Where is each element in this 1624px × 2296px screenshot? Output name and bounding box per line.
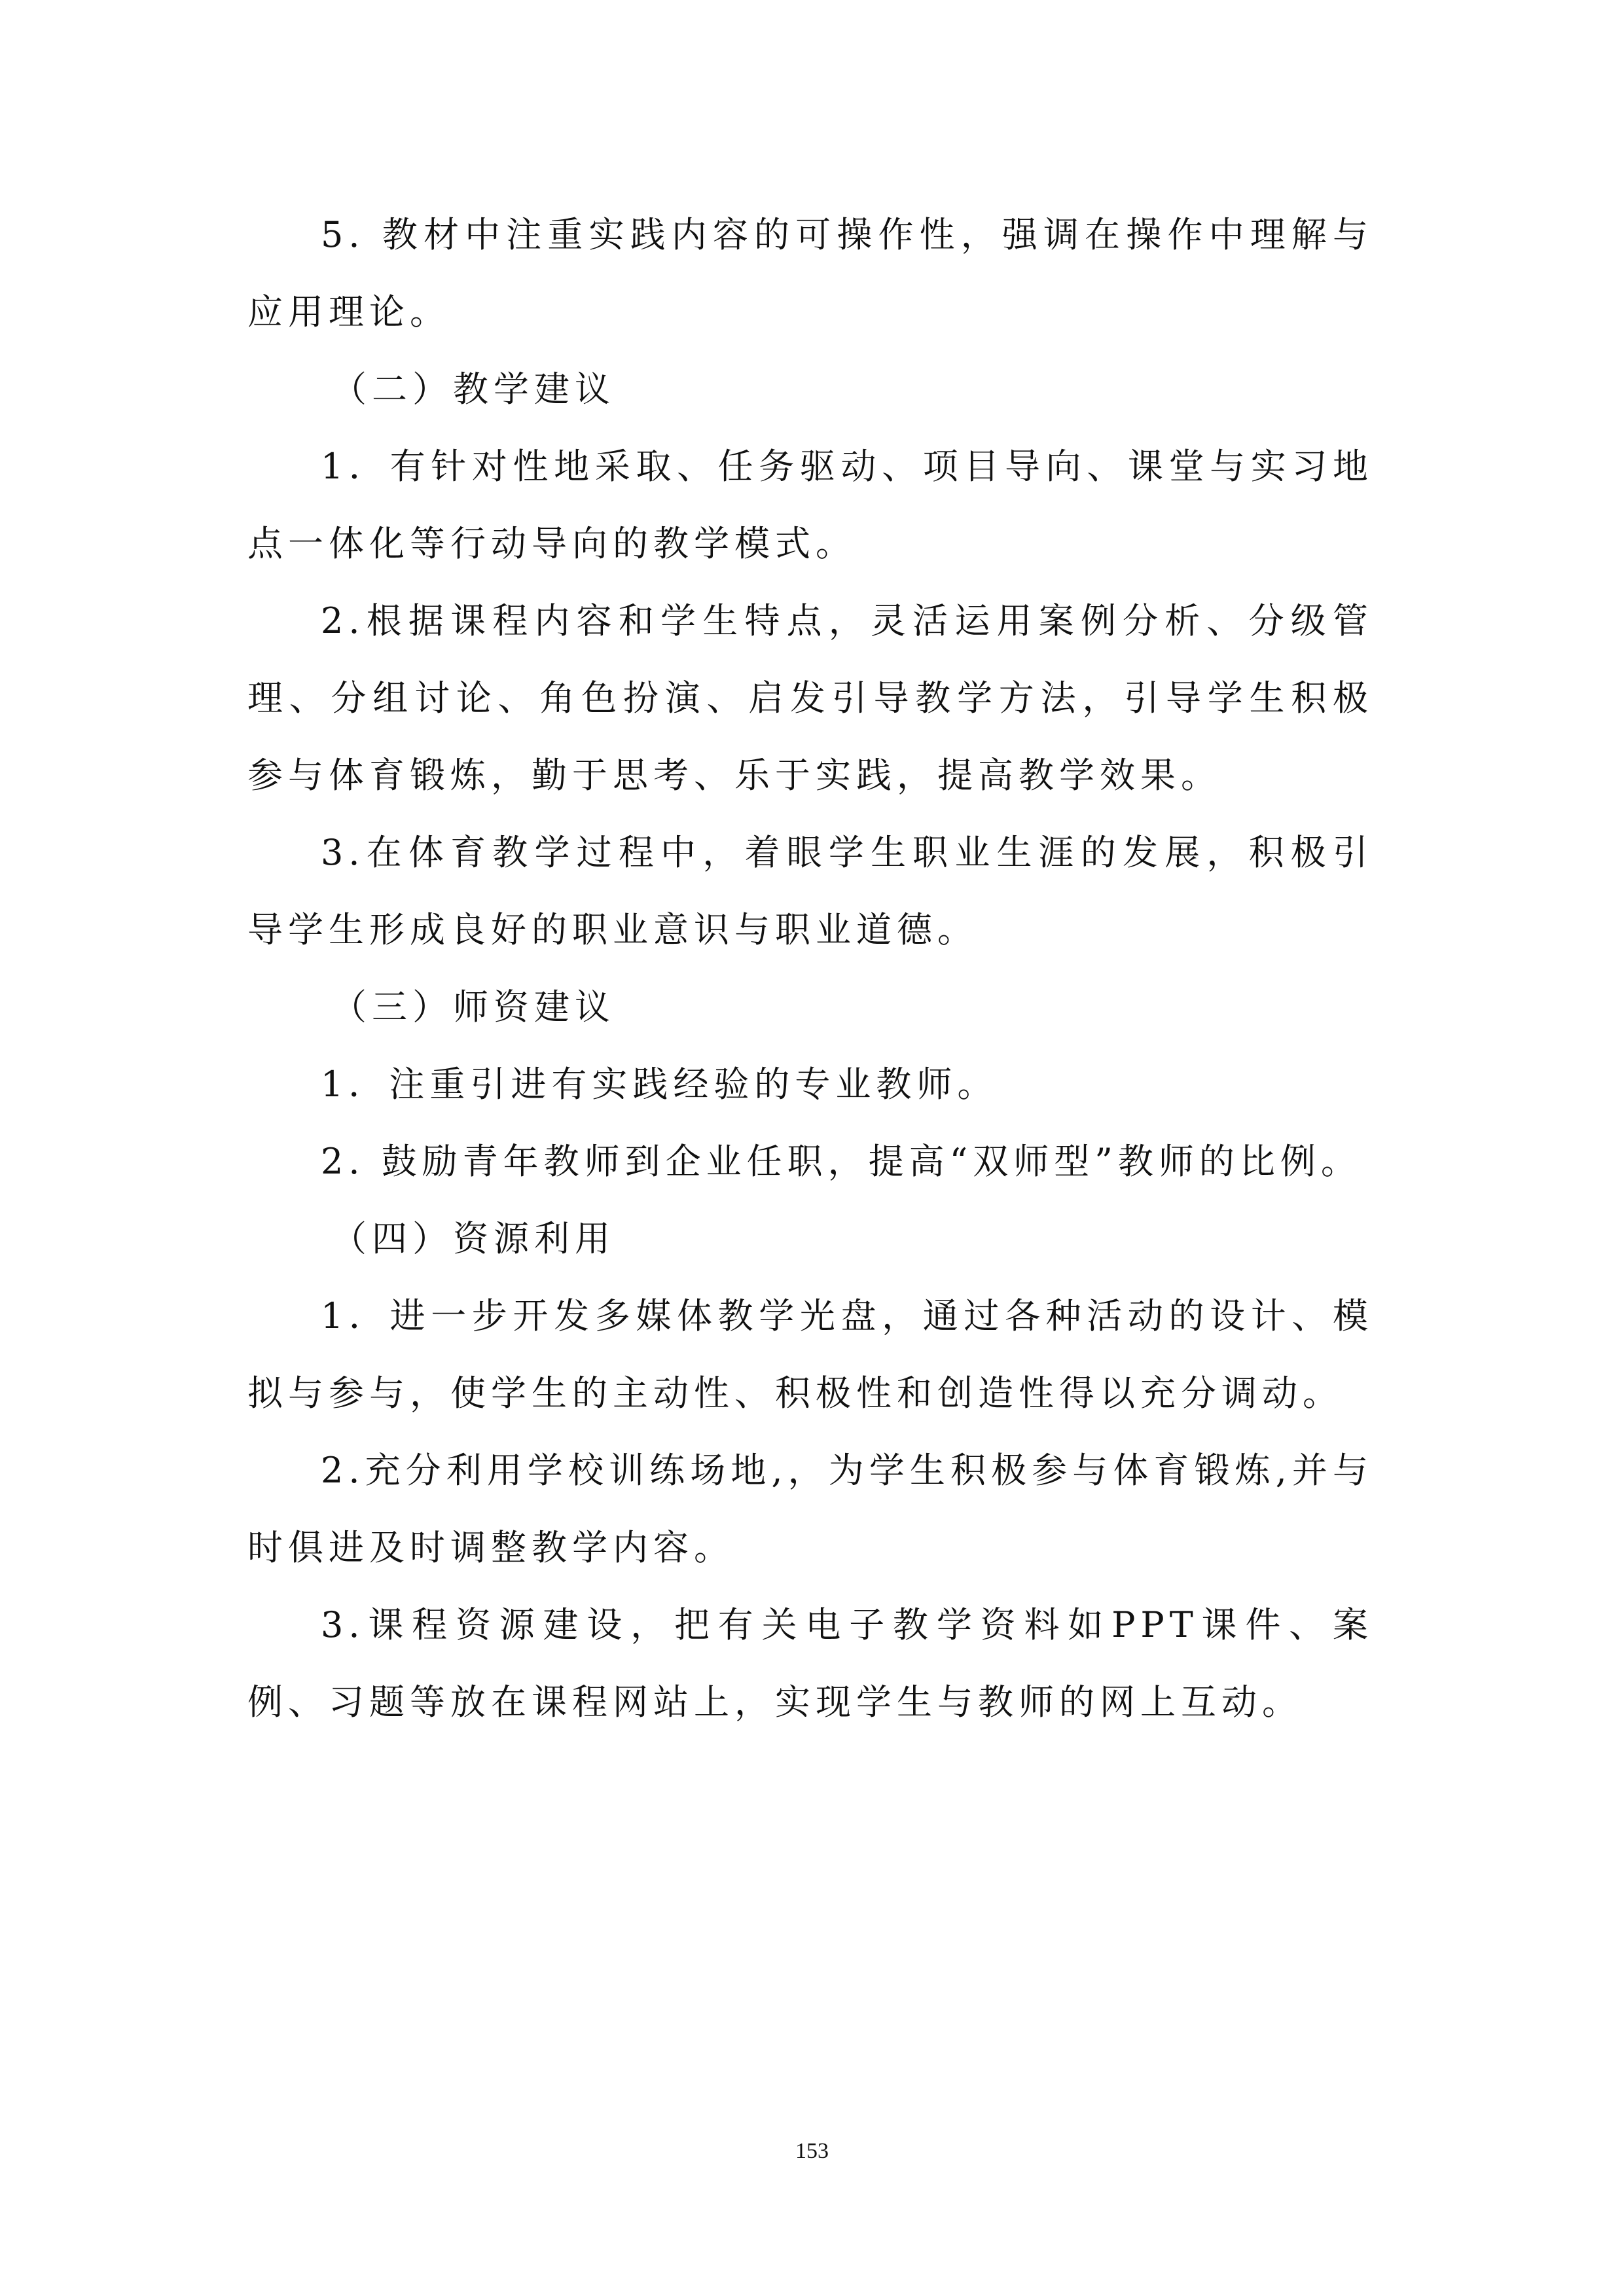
paragraph-training-venues: 2.充分利用学校训练场地,，为学生积极参与体育锻炼,并与时俱进及时调整教学内容。	[247, 1450, 1373, 1568]
page-number: 153	[795, 2139, 829, 2163]
paragraph-dual-qualified-teachers: 2. 鼓励青年教师到企业任职，提高“双师型”教师的比例。	[321, 1141, 1362, 1182]
paragraph-career-guidance: 3.在体育教学过程中，着眼学生职业生涯的发展，积极引导学生形成良好的职业意识与职业道德。	[247, 832, 1373, 950]
paragraph-textbook-practice: 5. 教材中注重实践内容的可操作性，强调在操作中理解与应用理论。	[247, 214, 1373, 332]
section-heading-faculty-suggestions: （三）师资建议	[331, 986, 615, 1028]
paragraph-teaching-mode: 1．有针对性地采取、任务驱动、项目导向、课堂与实习地点一体化等行动导向的教学模式。	[247, 446, 1373, 564]
document-body	[247, 196, 1373, 1741]
paragraph-teaching-methods: 2.根据课程内容和学生特点，灵活运用案例分析、分级管理、分组讨论、角色扮演、启发引导教学方法，引导学生积极参与体育锻炼，勤于思考、乐于实践，提高教学效果。	[247, 600, 1373, 796]
section-heading-resource-use: （四）资源利用	[331, 1218, 615, 1259]
paragraph-course-resources: 3.课程资源建设，把有关电子教学资料如PPT课件、案例、习题等放在课程网站上，实现学生与教师的网上互动。	[247, 1604, 1373, 1723]
section-heading-teaching-suggestions: （二）教学建议	[331, 368, 615, 410]
paragraph-multimedia-discs: 1．进一步开发多媒体教学光盘，通过各种活动的设计、模拟与参与，使学生的主动性、积极性和创造性得以充分调动。	[247, 1295, 1373, 1414]
paragraph-recruit-teachers: 1．注重引进有实践经验的专业教师。	[321, 1064, 998, 1105]
